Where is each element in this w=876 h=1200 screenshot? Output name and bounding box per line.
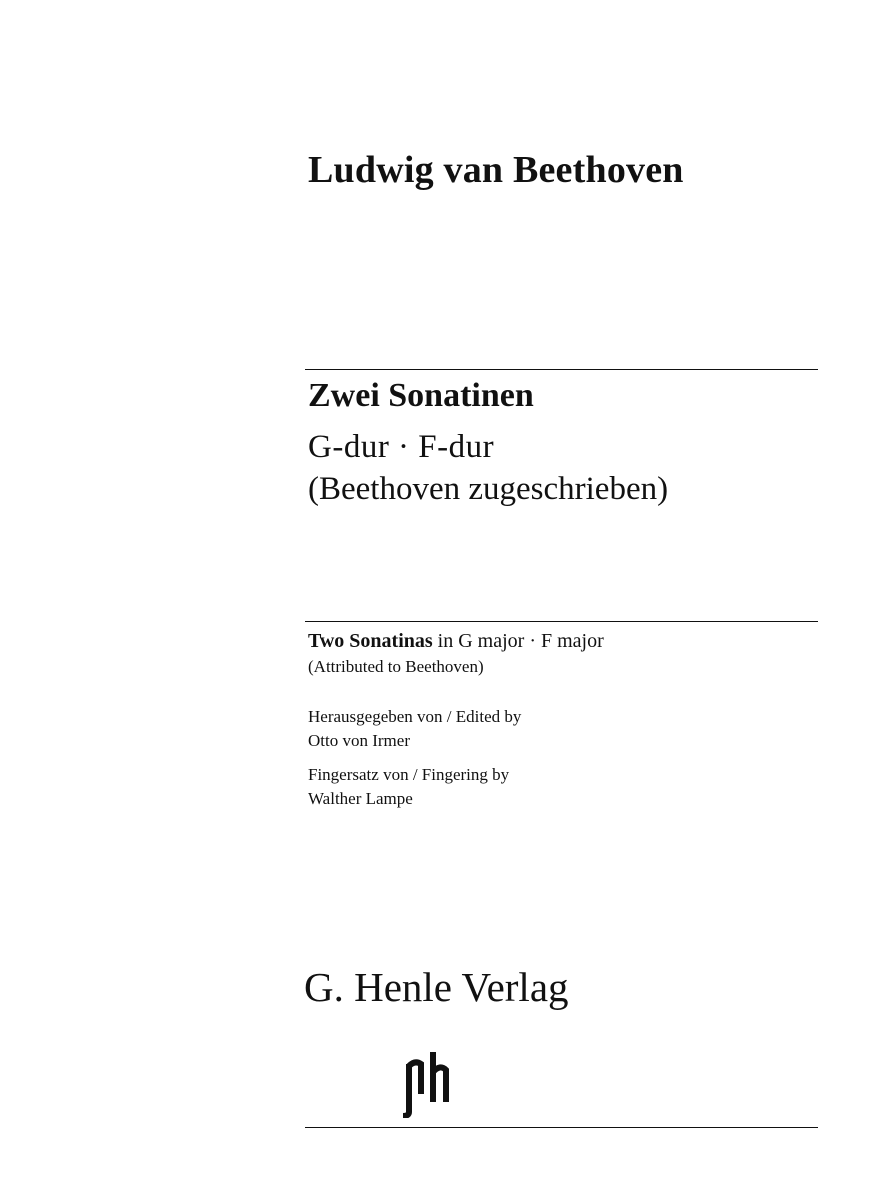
- editor-label: Herausgegeben von / Edited by: [308, 707, 522, 726]
- title-english-bold: Two Sonatinas: [308, 630, 433, 652]
- divider-top: [305, 369, 818, 370]
- divider-middle: [305, 621, 818, 622]
- attribution-german: (Beethoven zugeschrieben): [308, 471, 669, 507]
- keys-german: G-dur · F-dur: [308, 429, 495, 465]
- henle-logo-icon: [395, 1050, 455, 1118]
- editor-name: Otto von Irmer: [308, 731, 410, 750]
- composer-name: Ludwig van Beethoven: [308, 149, 684, 191]
- fingering-name: Walther Lampe: [308, 789, 413, 808]
- title-english: [308, 630, 604, 653]
- attribution-english: (Attributed to Beethoven): [308, 657, 484, 676]
- title-german: Zwei Sonatinen: [308, 377, 534, 414]
- fingering-label: Fingersatz von / Fingering by: [308, 765, 510, 784]
- divider-bottom: [305, 1127, 818, 1128]
- publisher-name: G. Henle Verlag: [304, 964, 569, 1010]
- title-english-keys: in G major · F major: [432, 630, 604, 652]
